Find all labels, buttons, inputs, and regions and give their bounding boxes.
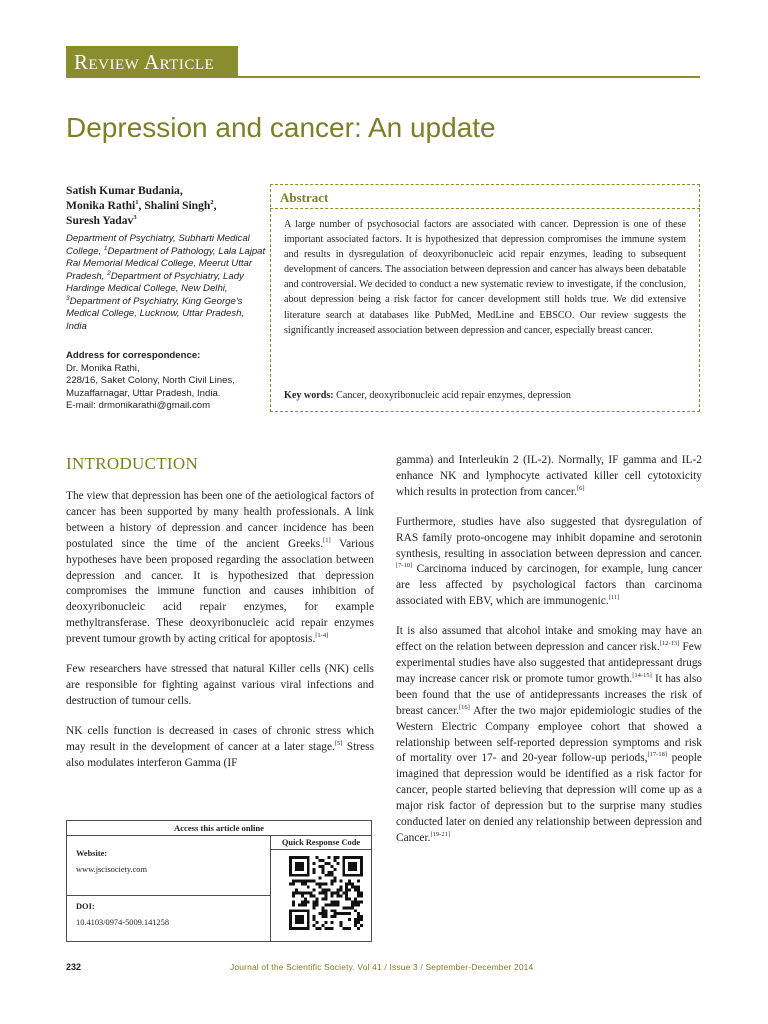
affiliation-text: Department of Psychiatry, Subharti Medical College, [66, 233, 250, 257]
citation: [6] [576, 485, 585, 493]
paragraph-text: Few experimental studies have also suggested that antidepressant drugs may increase cancer risk or promote tumor growth. [396, 641, 702, 685]
affiliation-text: Department of Psychiatry, King George's Medical College, Lucknow, Uttar Pradesh, India [66, 295, 245, 332]
author-name: , Shalini Singh [138, 199, 211, 212]
paragraph [396, 624, 702, 847]
article-title: Depression and cancer: An update [66, 112, 496, 143]
access-box-divider [270, 835, 271, 941]
paragraph: Few researchers have stressed that natural Killer cells (NK) cells are responsible for fighting against various viral infections and destruction of tumour cells. [66, 663, 374, 707]
abstract-heading: Abstract [280, 190, 329, 205]
paragraph-text: It is also assumed that alcohol intake and smoking may have an effect on the relation between depression and cancer risk. [396, 625, 702, 654]
doi-value[interactable]: 10.4103/0974-5009.141258 [76, 918, 170, 927]
journal-footer: Journal of the Scientific Society. Vol 41 / Issue 3 / September-December 2014 [230, 962, 534, 972]
abstract-body: A large number of psychosocial factors are associated with cancer. Depression is one of these important associated factors. It is hypothesized that depression compromises the immune system and results in dysregulation of deoxyribonucleic acid repair enzymes, leading to subsequent development of cancers. The association between depression and cancer has always been debatable and controversial. We decided to conduct a new systematic review to investigate, if the conclusion, about depression being a risk factor for cancer development still holds true. We did extensive literature search at databases like PubMed, MedLine and EBSCO. Our review suggests the significantly increased association between depression and cancer, especially breast cancer. [284, 219, 686, 336]
paragraph [66, 724, 374, 772]
author-list [66, 183, 262, 228]
citation: [16] [459, 703, 470, 711]
correspondence-line: 228/16, Saket Colony, North Civil Lines, [66, 375, 235, 386]
paragraph-text: Carcinoma induced by carcinogen, for example, lung cancer are less affected by psychological factors than carcinoma associated with EBV, which are immunogenic. [396, 563, 702, 608]
citation: [11] [608, 594, 620, 602]
paragraph-text: The view that depression has been one of the aetiological factors of cancer has been supported by many health professionals. A link between a history of depression and cancer incidence has been postulated since the time of the ancient Greeks. [66, 490, 374, 550]
doi-label: DOI: [76, 902, 95, 911]
section-heading-introduction: INTRODUCTION [66, 454, 199, 473]
paragraph-text: Furthermore, studies have also suggested that dysregulation of RAS family proto-oncogene may inhibit dopamine and serotonin synthesis, resulting in association between depression and cancer. [396, 515, 702, 560]
citation: [19-21] [430, 831, 450, 839]
paragraph-text: It has also been found that the use of antidepressants increases the risk of breast cancer. [396, 672, 702, 717]
abstract-divider [270, 208, 700, 209]
correspondence-line: Muzaffarnagar, Uttar Pradesh, India. [66, 387, 221, 399]
paragraph-text: Stress also modulates interferon Gamma (IF [66, 740, 375, 769]
right-column [396, 453, 702, 861]
paragraph [396, 515, 702, 610]
correspondence-block [66, 350, 266, 413]
author-sup: 3 [133, 214, 137, 222]
affiliations [66, 233, 266, 333]
citation: [14-15] [632, 672, 652, 680]
access-box-rule [67, 895, 270, 896]
keywords-label: Key words: [284, 390, 334, 401]
author-name: Monika Rathi [66, 199, 136, 212]
left-column [66, 489, 374, 786]
paragraph-text: gamma) and Interleukin 2 (IL-2). Normally, IF gamma and IL-2 enhance NK and lymphocyte activated killer cell cytotoxicity which results in protection from cancer. [396, 454, 702, 498]
author-sup: 2 [210, 199, 214, 207]
website-link[interactable]: www.jscisociety.com [76, 865, 148, 874]
citation: [17-18] [647, 751, 668, 759]
correspondence-heading: Address for correspondence: [66, 350, 201, 361]
paragraph-text: After the two major epidemiologic studies of the Western Electric Company employee cohort that showed a relationship between self-reported depression symptoms and risk of mortality over 17- and 20-year follow-up periods, [396, 704, 702, 765]
qr-code-label: Quick Response Code [271, 836, 371, 850]
correspondence-email: E-mail: drmonikarathi@gmail.com [66, 400, 211, 411]
citation: [7-10] [396, 562, 413, 570]
access-box-title: Access this article online [67, 821, 371, 836]
author-line: Satish Kumar Budania, [66, 184, 183, 197]
keywords-list: Cancer, deoxyribonucleic acid repair enzymes, depression [333, 390, 571, 401]
paragraph-text: people imagined that depression would be identified as a risk factor for cancer, people started believing that depression will come up as a major risk factor of depression but to the surprise many studies conducted later on denied any relationship between depression and Cancer. [396, 752, 702, 844]
paragraph-text: Various hypotheses have been proposed regarding the association between depression and cancer. It is hypothesized that depression compromises the immune function and causes inhibition of deoxyribonucleic acid repair enzymes, for example methyltransferase. These deoxyribonucleic acid repair enzymes prevent tumour growth by acting critical for apoptosis. [66, 537, 374, 646]
paragraph [396, 453, 702, 501]
paragraph-text: NK cells function is decreased in cases of chronic stress which may result in the development of cancer at a later stage. [66, 724, 374, 753]
article-type-label: Review Article [74, 50, 215, 74]
author-name: Suresh Yadav [66, 214, 134, 227]
website-label: Website: [76, 849, 108, 858]
page-number: 232 [66, 962, 82, 972]
qr-code-icon [289, 856, 363, 930]
affiliation-sup: 2 [107, 269, 111, 277]
keywords [284, 390, 694, 401]
affiliation-text: Department of Psychiatry, Lady Hardinge Medical College, New Delhi, [66, 270, 244, 294]
author-sep: , [213, 199, 217, 212]
citation: [1] [323, 536, 331, 544]
affiliation-sup: 1 [103, 244, 108, 252]
affiliation-text: Department of Pathology, Lala Lajpat Rai Memorial Medical College, Meerut Uttar Pradesh, [66, 245, 266, 282]
citation: [5] [334, 739, 343, 747]
correspondence-line: Dr. Monika Rathi, [66, 362, 140, 374]
affiliation-sup: 3 [66, 294, 70, 302]
banner-rule [66, 76, 700, 78]
author-sup: 1 [135, 199, 139, 207]
paragraph [66, 489, 374, 648]
citation: [12-13] [659, 640, 680, 648]
citation: [1-4] [315, 632, 329, 640]
